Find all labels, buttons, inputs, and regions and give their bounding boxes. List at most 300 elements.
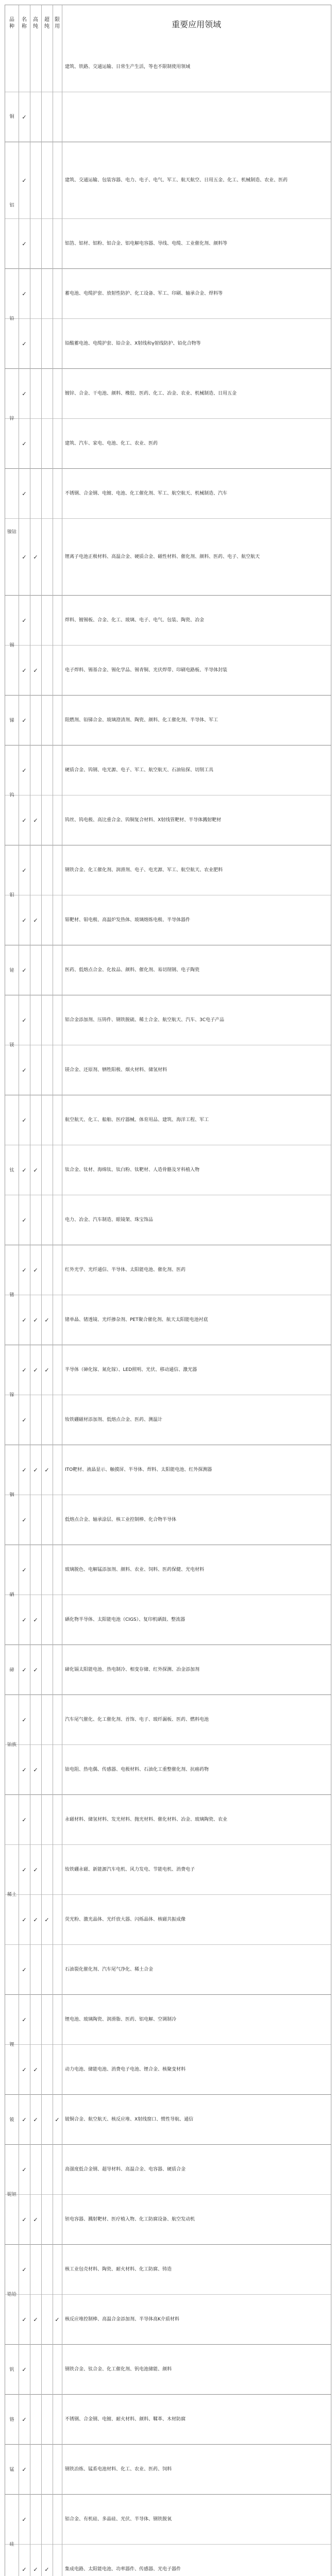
check-ultra-purity bbox=[41, 92, 53, 142]
variety-name: 碲 bbox=[9, 1667, 14, 1673]
variety-name: 钼 bbox=[9, 893, 14, 898]
application-field-cell: 锂离子电池正极材料、高温合金、硬质合金、磁性材料、催化剂、颜料、医药、电子、航空航天 bbox=[65, 554, 260, 560]
table-row bbox=[5, 1695, 331, 1745]
table-row bbox=[5, 1895, 331, 1945]
check-ultra-purity: ✓ bbox=[44, 1466, 49, 1473]
check-ultra-purity bbox=[41, 646, 53, 695]
check-high-purity bbox=[30, 1795, 41, 1844]
check-restricted bbox=[53, 2045, 62, 2094]
check-name: ✓ bbox=[22, 1566, 27, 1573]
check-high-purity bbox=[30, 319, 41, 368]
check-ultra-purity bbox=[41, 2095, 53, 2144]
table-row bbox=[5, 2295, 331, 2345]
check-name: ✓ bbox=[22, 867, 27, 874]
application-field-cell: 不锈钢、合金钢、电镀、电池、化工催化剂、军工、航空航天、机械制造、汽车 bbox=[65, 491, 228, 496]
application-field-cell: 锂电池、玻璃陶瓷、润滑脂、医药、铝电解、空调制冷 bbox=[65, 2017, 177, 2022]
table-row bbox=[5, 42, 331, 92]
check-high-purity bbox=[30, 1195, 41, 1245]
check-name: ✓ bbox=[22, 340, 27, 347]
check-restricted bbox=[53, 1745, 62, 1794]
application-field-cell: 蓄电池、电缆护套、放射性防护、化工设备、军工、印刷、轴承合金、焊料等 bbox=[65, 291, 223, 296]
check-high-purity: ✓ bbox=[33, 917, 38, 924]
check-ultra-purity: ✓ bbox=[44, 2566, 49, 2573]
table-row bbox=[5, 745, 331, 795]
table-row bbox=[5, 1595, 331, 1645]
variety-name: 锂 bbox=[9, 2042, 14, 2047]
check-ultra-purity bbox=[41, 945, 53, 995]
check-ultra-purity bbox=[41, 2245, 53, 2294]
check-restricted bbox=[53, 469, 62, 518]
table-row bbox=[5, 596, 331, 646]
check-high-purity bbox=[30, 1995, 41, 2044]
table-row bbox=[5, 1295, 331, 1345]
table-row bbox=[5, 519, 331, 596]
check-ultra-purity bbox=[41, 2045, 53, 2094]
variety-name: 铍 bbox=[9, 2117, 14, 2123]
check-restricted bbox=[53, 1395, 62, 1445]
check-ultra-purity bbox=[41, 845, 53, 895]
check-ultra-purity bbox=[41, 1245, 53, 1295]
check-high-purity: ✓ bbox=[33, 2316, 38, 2323]
table-row bbox=[5, 469, 331, 519]
check-name: ✓ bbox=[22, 440, 27, 447]
check-restricted bbox=[53, 1995, 62, 2044]
application-field-cell: 建筑、铁路、交通运输、日常生产生活，等也不限制使用领域 bbox=[65, 64, 191, 70]
check-restricted bbox=[53, 1195, 62, 1245]
table-row bbox=[5, 1045, 331, 1095]
application-field-cell: 镀锌、合金、干电池、颜料、橡胶、医药、化工、冶金、农业、机械制造、日用五金 bbox=[65, 391, 237, 396]
check-restricted bbox=[53, 92, 62, 142]
table-row bbox=[5, 2545, 331, 2576]
table-row bbox=[5, 1445, 331, 1495]
header-cell-restricted: 限 用 bbox=[55, 17, 60, 29]
check-restricted bbox=[53, 319, 62, 368]
check-name: ✓ bbox=[22, 1666, 27, 1673]
table-row bbox=[5, 1195, 331, 1245]
check-high-purity: ✓ bbox=[33, 667, 38, 674]
application-field-cell: 建筑、汽车、家电、电池、化工、农业、医药 bbox=[65, 441, 158, 446]
variety-name: 铅 bbox=[9, 316, 14, 321]
check-restricted bbox=[53, 369, 62, 418]
check-name: ✓ bbox=[22, 1266, 27, 1274]
check-ultra-purity bbox=[41, 1095, 53, 1145]
check-restricted bbox=[53, 2345, 62, 2394]
check-high-purity bbox=[30, 1545, 41, 1595]
check-high-purity bbox=[30, 1695, 41, 1744]
check-name: ✓ bbox=[22, 1966, 27, 1973]
check-name: ✓ bbox=[22, 2466, 27, 2473]
check-high-purity bbox=[30, 1395, 41, 1445]
check-restricted bbox=[53, 2545, 62, 2576]
application-field-cell: 碲化镉太阳能电池、热电制冷、相变存储、红外探测、冶金添加剂 bbox=[65, 1667, 200, 1672]
check-name: ✓ bbox=[22, 1216, 27, 1224]
check-restricted bbox=[53, 219, 62, 268]
header-cell-high-purity: 高 纯 bbox=[33, 17, 38, 29]
check-ultra-purity bbox=[41, 596, 53, 645]
check-high-purity bbox=[30, 596, 41, 645]
check-high-purity bbox=[30, 42, 41, 92]
check-name: ✓ bbox=[22, 240, 27, 247]
check-restricted bbox=[53, 519, 62, 595]
check-high-purity: ✓ bbox=[33, 1616, 38, 1623]
check-high-purity: ✓ bbox=[33, 1916, 38, 1923]
check-ultra-purity bbox=[41, 1595, 53, 1645]
check-high-purity bbox=[30, 2445, 41, 2494]
check-name: ✓ bbox=[22, 1016, 27, 1024]
check-restricted bbox=[53, 795, 62, 845]
check-restricted bbox=[53, 1845, 62, 1894]
application-field-cell: 钽电容器、溅射靶材、医疗植入物、化工防腐设备、航空发动机 bbox=[65, 2217, 195, 2222]
check-name: ✓ bbox=[22, 1816, 27, 1823]
application-field-cell: 低熔点合金、轴承涂层、核工业控制棒、化合物半导体 bbox=[65, 1517, 177, 1522]
check-high-purity bbox=[30, 419, 41, 468]
check-name: ✓ bbox=[22, 1466, 27, 1473]
check-high-purity: ✓ bbox=[33, 1466, 38, 1473]
application-field-cell: 钢铁冶炼、锰系电池材料、化工、农业、医药、饲料 bbox=[65, 2467, 172, 2472]
check-ultra-purity bbox=[41, 2495, 53, 2544]
check-high-purity: ✓ bbox=[33, 1666, 38, 1673]
check-restricted bbox=[53, 995, 62, 1045]
table-row bbox=[5, 369, 331, 419]
check-high-purity: ✓ bbox=[33, 2066, 38, 2073]
table-row bbox=[5, 2445, 331, 2495]
check-restricted bbox=[53, 845, 62, 895]
check-high-purity bbox=[30, 92, 41, 142]
check-name: ✓ bbox=[22, 717, 27, 724]
check-ultra-purity bbox=[41, 696, 53, 745]
check-restricted bbox=[53, 1595, 62, 1645]
check-restricted bbox=[53, 895, 62, 945]
table-row bbox=[5, 2345, 331, 2395]
check-restricted bbox=[53, 2495, 62, 2544]
table-row bbox=[5, 795, 331, 845]
check-ultra-purity bbox=[41, 1995, 53, 2044]
variety-name: 镍 钴 bbox=[7, 530, 17, 535]
table-row bbox=[5, 696, 331, 745]
check-name: ✓ bbox=[22, 390, 27, 397]
check-high-purity bbox=[30, 845, 41, 895]
check-high-purity bbox=[30, 369, 41, 418]
check-ultra-purity bbox=[41, 2395, 53, 2444]
check-name: ✓ bbox=[22, 290, 27, 297]
application-field-cell: 动力电池、储能电池、消费电子电池、锂合金、核聚变材料 bbox=[65, 2067, 186, 2072]
application-field-cell: 半导体（砷化镓、氮化镓）、LED照明、光伏、移动通信、激光器 bbox=[65, 1367, 197, 1372]
check-name: ✓ bbox=[22, 1866, 27, 1873]
check-restricted bbox=[53, 2145, 62, 2194]
check-name: ✓ bbox=[22, 767, 27, 774]
check-restricted bbox=[53, 696, 62, 745]
check-restricted bbox=[53, 2245, 62, 2294]
check-restricted bbox=[53, 1795, 62, 1844]
table-row bbox=[5, 1745, 331, 1795]
application-field-cell: 钢铁合金、化工催化剂、润滑剂、电子、电光源、军工、航空航天、农业肥料 bbox=[65, 868, 223, 873]
check-high-purity bbox=[30, 696, 41, 745]
application-field-cell: ITO靶材、液晶显示、触摸屏、半导体、焊料、太阳能电池、红外探测器 bbox=[65, 1467, 212, 1472]
table-header bbox=[5, 5, 331, 43]
variety-name: 稀 土 bbox=[7, 1892, 17, 1897]
check-high-purity: ✓ bbox=[33, 1166, 38, 1174]
check-restricted bbox=[53, 1495, 62, 1545]
application-field-cell: 钛合金、钛材、海绵钛、钛白粉、钛靶材、人造骨骼及牙科植入物 bbox=[65, 1167, 200, 1173]
application-field-cell: 钕铁硼磁材添加剂、低熔点合金、医药、测温计 bbox=[65, 1417, 163, 1422]
variety-name: 铝 bbox=[9, 203, 14, 208]
header-cell-name: 名 称 bbox=[22, 17, 27, 29]
check-restricted bbox=[53, 1045, 62, 1095]
table-row bbox=[5, 92, 331, 142]
check-ultra-purity bbox=[41, 319, 53, 368]
application-field-cell: 铝合金添加剂、压铸件、钢铁脱硫、稀土合金、航空航天、汽车、3C电子产品 bbox=[65, 1018, 225, 1023]
check-name: ✓ bbox=[22, 917, 27, 924]
table-row bbox=[5, 945, 331, 995]
check-high-purity: ✓ bbox=[33, 1316, 38, 1324]
variety-name: 钒 bbox=[9, 2367, 14, 2372]
check-name: ✓ bbox=[22, 177, 27, 184]
check-name: ✓ bbox=[22, 1166, 27, 1174]
check-ultra-purity bbox=[41, 1945, 53, 1994]
check-high-purity bbox=[30, 1945, 41, 1994]
application-field-cell: 汽车尾气催化、化工催化剂、首饰、电子、玻纤漏板、医药、燃料电池 bbox=[65, 1717, 209, 1722]
check-name: ✓ bbox=[22, 1516, 27, 1523]
check-high-purity bbox=[30, 2345, 41, 2394]
check-ultra-purity bbox=[41, 795, 53, 845]
check-ultra-purity bbox=[41, 1545, 53, 1595]
table-row bbox=[5, 2195, 331, 2245]
check-high-purity: ✓ bbox=[33, 2116, 38, 2123]
check-name bbox=[19, 42, 30, 92]
check-high-purity bbox=[30, 2395, 41, 2444]
check-high-purity bbox=[30, 2145, 41, 2194]
check-restricted bbox=[53, 2395, 62, 2444]
check-name: ✓ bbox=[22, 1716, 27, 1723]
check-ultra-purity bbox=[41, 1745, 53, 1794]
table-row bbox=[5, 2245, 331, 2295]
check-restricted bbox=[53, 596, 62, 645]
header-cell-variety: 品 种 bbox=[9, 17, 14, 29]
table-row bbox=[5, 142, 331, 219]
table-row bbox=[5, 319, 331, 369]
application-field-cell: 玻璃脱色、电解锰添加剂、颜料、农业、饲料、医药保健、光电材料 bbox=[65, 1567, 205, 1572]
table-row bbox=[5, 1645, 331, 1695]
check-high-purity bbox=[30, 1045, 41, 1095]
check-name: ✓ bbox=[22, 2166, 27, 2173]
table-row bbox=[5, 1495, 331, 1545]
check-name: ✓ bbox=[22, 2266, 27, 2273]
check-ultra-purity bbox=[41, 42, 53, 92]
check-ultra-purity bbox=[41, 895, 53, 945]
check-restricted bbox=[53, 269, 62, 318]
check-high-purity: ✓ bbox=[33, 2216, 38, 2223]
application-field-cell: 铂电阻、热电偶、传感器、电极材料、石油化工重整催化剂、抗癌药物 bbox=[65, 1767, 209, 1772]
check-restricted bbox=[53, 142, 62, 218]
check-high-purity bbox=[30, 995, 41, 1045]
check-ultra-purity bbox=[41, 369, 53, 418]
application-field-cell: 硬质合金、钨钢、电光源、电子、军工、航空航天、石油钻探、切削工具 bbox=[65, 768, 214, 773]
check-name: ✓ bbox=[22, 2116, 27, 2123]
check-restricted bbox=[53, 1645, 62, 1694]
check-name: ✓ bbox=[22, 2516, 27, 2523]
check-name: ✓ bbox=[22, 617, 27, 624]
application-field-cell: 铍铜合金、航空航天、核反应堆、X射线窗口、惯性导航、通信 bbox=[65, 2117, 194, 2122]
check-high-purity bbox=[30, 269, 41, 318]
table-row bbox=[5, 895, 331, 945]
variety-name: 铋 bbox=[9, 968, 14, 973]
check-ultra-purity bbox=[41, 1145, 53, 1195]
check-ultra-purity bbox=[41, 1395, 53, 1445]
check-restricted bbox=[53, 1945, 62, 1994]
check-ultra-purity bbox=[41, 469, 53, 518]
variety-name: 铂 族 bbox=[7, 1742, 17, 1748]
variety-name: 硅 bbox=[9, 2542, 14, 2547]
table-row bbox=[5, 1145, 331, 1195]
check-restricted bbox=[53, 1695, 62, 1744]
check-high-purity: ✓ bbox=[33, 1866, 38, 1873]
application-field-cell: 高强度低合金钢、超导材料、高温合金、电容器、硬质合金 bbox=[65, 2167, 186, 2172]
application-field-cell: 铅酸蓄电池、电缆护套、铅合金、X射线和γ射线防护、铅化合物等 bbox=[65, 341, 201, 346]
check-restricted: ✓ bbox=[55, 2116, 60, 2123]
check-name: ✓ bbox=[22, 2066, 27, 2073]
check-high-purity: ✓ bbox=[33, 1266, 38, 1274]
application-field-cell: 钼靶材、钼电极、高温炉发热体、玻璃熔炼电极、半导体器件 bbox=[65, 918, 191, 923]
check-name: ✓ bbox=[22, 667, 27, 674]
check-name: ✓ bbox=[22, 1316, 27, 1324]
application-field-cell: 镁合金、还原剂、牺牲阳极、烟火材料、储氢材料 bbox=[65, 1067, 167, 1073]
application-field-cell: 锗单晶、锗透镜、光纤掺杂剂、PET聚合催化剂、航天太阳能电池衬底 bbox=[65, 1317, 208, 1323]
check-restricted bbox=[53, 745, 62, 795]
application-field-cell: 石油裂化催化剂、汽车尾气净化、稀土合金 bbox=[65, 1967, 154, 1972]
check-ultra-purity bbox=[41, 1845, 53, 1894]
check-ultra-purity bbox=[41, 1795, 53, 1844]
check-high-purity: ✓ bbox=[33, 1766, 38, 1773]
check-ultra-purity bbox=[41, 995, 53, 1045]
check-ultra-purity bbox=[41, 2295, 53, 2344]
check-name: ✓ bbox=[22, 1116, 27, 1124]
application-field-cell: 硒化物半导体、太阳能电池（CIGS）、复印机硒鼓、整流器 bbox=[65, 1617, 186, 1622]
table-row bbox=[5, 1395, 331, 1445]
check-name: ✓ bbox=[22, 1066, 27, 1074]
table-row bbox=[5, 1795, 331, 1845]
application-field-cell: 建筑、交通运输、包装容器、电力、电子、电气、军工、航天航空、日用五金、化工、机械制造、农业、医药 bbox=[65, 178, 288, 183]
check-high-purity bbox=[30, 2495, 41, 2544]
application-field-cell: 钕铁硼永磁、新能源汽车电机、风力发电、节能电机、消费电子 bbox=[65, 1867, 195, 1872]
variety-name: 铜 bbox=[9, 114, 14, 120]
check-ultra-purity bbox=[41, 419, 53, 468]
variety-name: 镁 bbox=[9, 1043, 14, 1048]
check-ultra-purity bbox=[41, 142, 53, 218]
application-field-cell: 钨丝、钨电极、高比重合金、钨铜复合材料、X射线管靶材、半导体溅射靶材 bbox=[65, 818, 222, 823]
check-ultra-purity bbox=[41, 745, 53, 795]
variety-name: 铬 bbox=[9, 2417, 14, 2422]
table-row bbox=[5, 2095, 331, 2145]
table-row bbox=[5, 219, 331, 269]
application-field-cell: 航空航天、化工、船舶、医疗器械、体育用品、建筑、海洋工程、军工 bbox=[65, 1117, 209, 1123]
table-row bbox=[5, 995, 331, 1045]
check-name: ✓ bbox=[22, 817, 27, 824]
check-restricted bbox=[53, 1545, 62, 1595]
check-ultra-purity bbox=[41, 1645, 53, 1694]
check-name: ✓ bbox=[22, 1766, 27, 1773]
table-row bbox=[5, 1245, 331, 1295]
check-restricted bbox=[53, 1445, 62, 1495]
check-ultra-purity bbox=[41, 2445, 53, 2494]
application-field-cell: 电力、冶金、汽车制造、眼镜架、珠宝饰品 bbox=[65, 1217, 154, 1223]
check-restricted bbox=[53, 646, 62, 695]
check-ultra-purity bbox=[41, 2145, 53, 2194]
check-name: ✓ bbox=[22, 553, 27, 561]
check-high-purity bbox=[30, 142, 41, 218]
table-row bbox=[5, 646, 331, 696]
application-field-cell: 阻燃剂、铅锑合金、玻璃澄清剂、陶瓷、颜料、化工催化剂、半导体、军工 bbox=[65, 718, 219, 723]
check-name: ✓ bbox=[22, 2416, 27, 2423]
check-name: ✓ bbox=[22, 2316, 27, 2323]
variety-name: 锗 bbox=[9, 1293, 14, 1298]
application-field-cell: 焊料、镀锡板、合金、化工、玻璃、电子、电气、包装、陶瓷、冶金 bbox=[65, 618, 205, 623]
check-restricted bbox=[53, 2195, 62, 2244]
check-high-purity bbox=[30, 745, 41, 795]
variety-name: 铟 bbox=[9, 1493, 14, 1498]
check-high-purity bbox=[30, 1495, 41, 1545]
table-row bbox=[5, 2495, 331, 2545]
table-row bbox=[5, 2045, 331, 2095]
variety-name: 钨 bbox=[9, 793, 14, 798]
table-row bbox=[5, 1545, 331, 1595]
header-title: 重要应用领域 bbox=[171, 19, 221, 29]
check-name: ✓ bbox=[22, 967, 27, 974]
check-restricted bbox=[53, 945, 62, 995]
application-field-cell: 钢铁合金、钛合金、化工催化剂、钒电池储能、颜料 bbox=[65, 2367, 172, 2372]
check-name: ✓ bbox=[22, 113, 27, 121]
check-restricted bbox=[53, 419, 62, 468]
check-ultra-purity bbox=[41, 269, 53, 318]
check-ultra-purity bbox=[41, 1695, 53, 1744]
check-name: ✓ bbox=[22, 2366, 27, 2373]
variety-name: 铌 钽 bbox=[7, 2192, 17, 2197]
table-row bbox=[5, 2145, 331, 2195]
check-ultra-purity bbox=[41, 1045, 53, 1095]
application-field-cell: 红外光学、光纤通信、半导体、太阳能电池、催化剂、医药 bbox=[65, 1267, 186, 1273]
variety-name: 锆 铪 bbox=[7, 2292, 17, 2297]
check-name: ✓ bbox=[22, 1916, 27, 1923]
variety-name: 镓 bbox=[9, 1393, 14, 1398]
application-field-cell: 电子焊料、锡基合金、锡化学品、锡青铜、光伏焊带、印刷电路板、半导体封装 bbox=[65, 668, 228, 673]
check-high-purity bbox=[30, 1095, 41, 1145]
check-name: ✓ bbox=[22, 1616, 27, 1623]
check-restricted bbox=[53, 1345, 62, 1395]
document-table bbox=[5, 5, 331, 2576]
check-restricted bbox=[53, 1245, 62, 1295]
table-row bbox=[5, 1345, 331, 1395]
application-field-cell: 不锈钢、合金钢、电镀、耐火材料、颜料、鞣革、木材防腐 bbox=[65, 2417, 186, 2422]
check-ultra-purity: ✓ bbox=[44, 1916, 49, 1923]
check-name: ✓ bbox=[22, 2216, 27, 2223]
application-field-cell: 铝合金、有机硅、多晶硅、光伏、半导体、钢铁脱氧 bbox=[65, 2517, 172, 2522]
check-name: ✓ bbox=[22, 1416, 27, 1423]
check-high-purity: ✓ bbox=[33, 553, 38, 561]
variety-name: 锰 bbox=[9, 2467, 14, 2472]
application-field-cell: 铝箔、铝材、铝粉、铝合金、铝电解电容器、导线、电缆、工业催化剂、颜料等 bbox=[65, 241, 228, 246]
table-row bbox=[5, 1095, 331, 1145]
table-row bbox=[5, 419, 331, 469]
check-restricted bbox=[53, 1095, 62, 1145]
application-field-cell: 集成电路、太阳能电池、功率器件、传感器、光电子器件 bbox=[65, 2567, 181, 2572]
check-restricted bbox=[53, 42, 62, 92]
table-row bbox=[5, 269, 331, 319]
table-row bbox=[5, 845, 331, 895]
check-name: ✓ bbox=[22, 490, 27, 497]
check-high-purity: ✓ bbox=[33, 1366, 38, 1374]
check-ultra-purity bbox=[41, 2345, 53, 2394]
application-field-cell: 核工业包壳材料、陶瓷、耐火材料、化工防腐、铸造 bbox=[65, 2267, 172, 2272]
check-high-purity bbox=[30, 945, 41, 995]
